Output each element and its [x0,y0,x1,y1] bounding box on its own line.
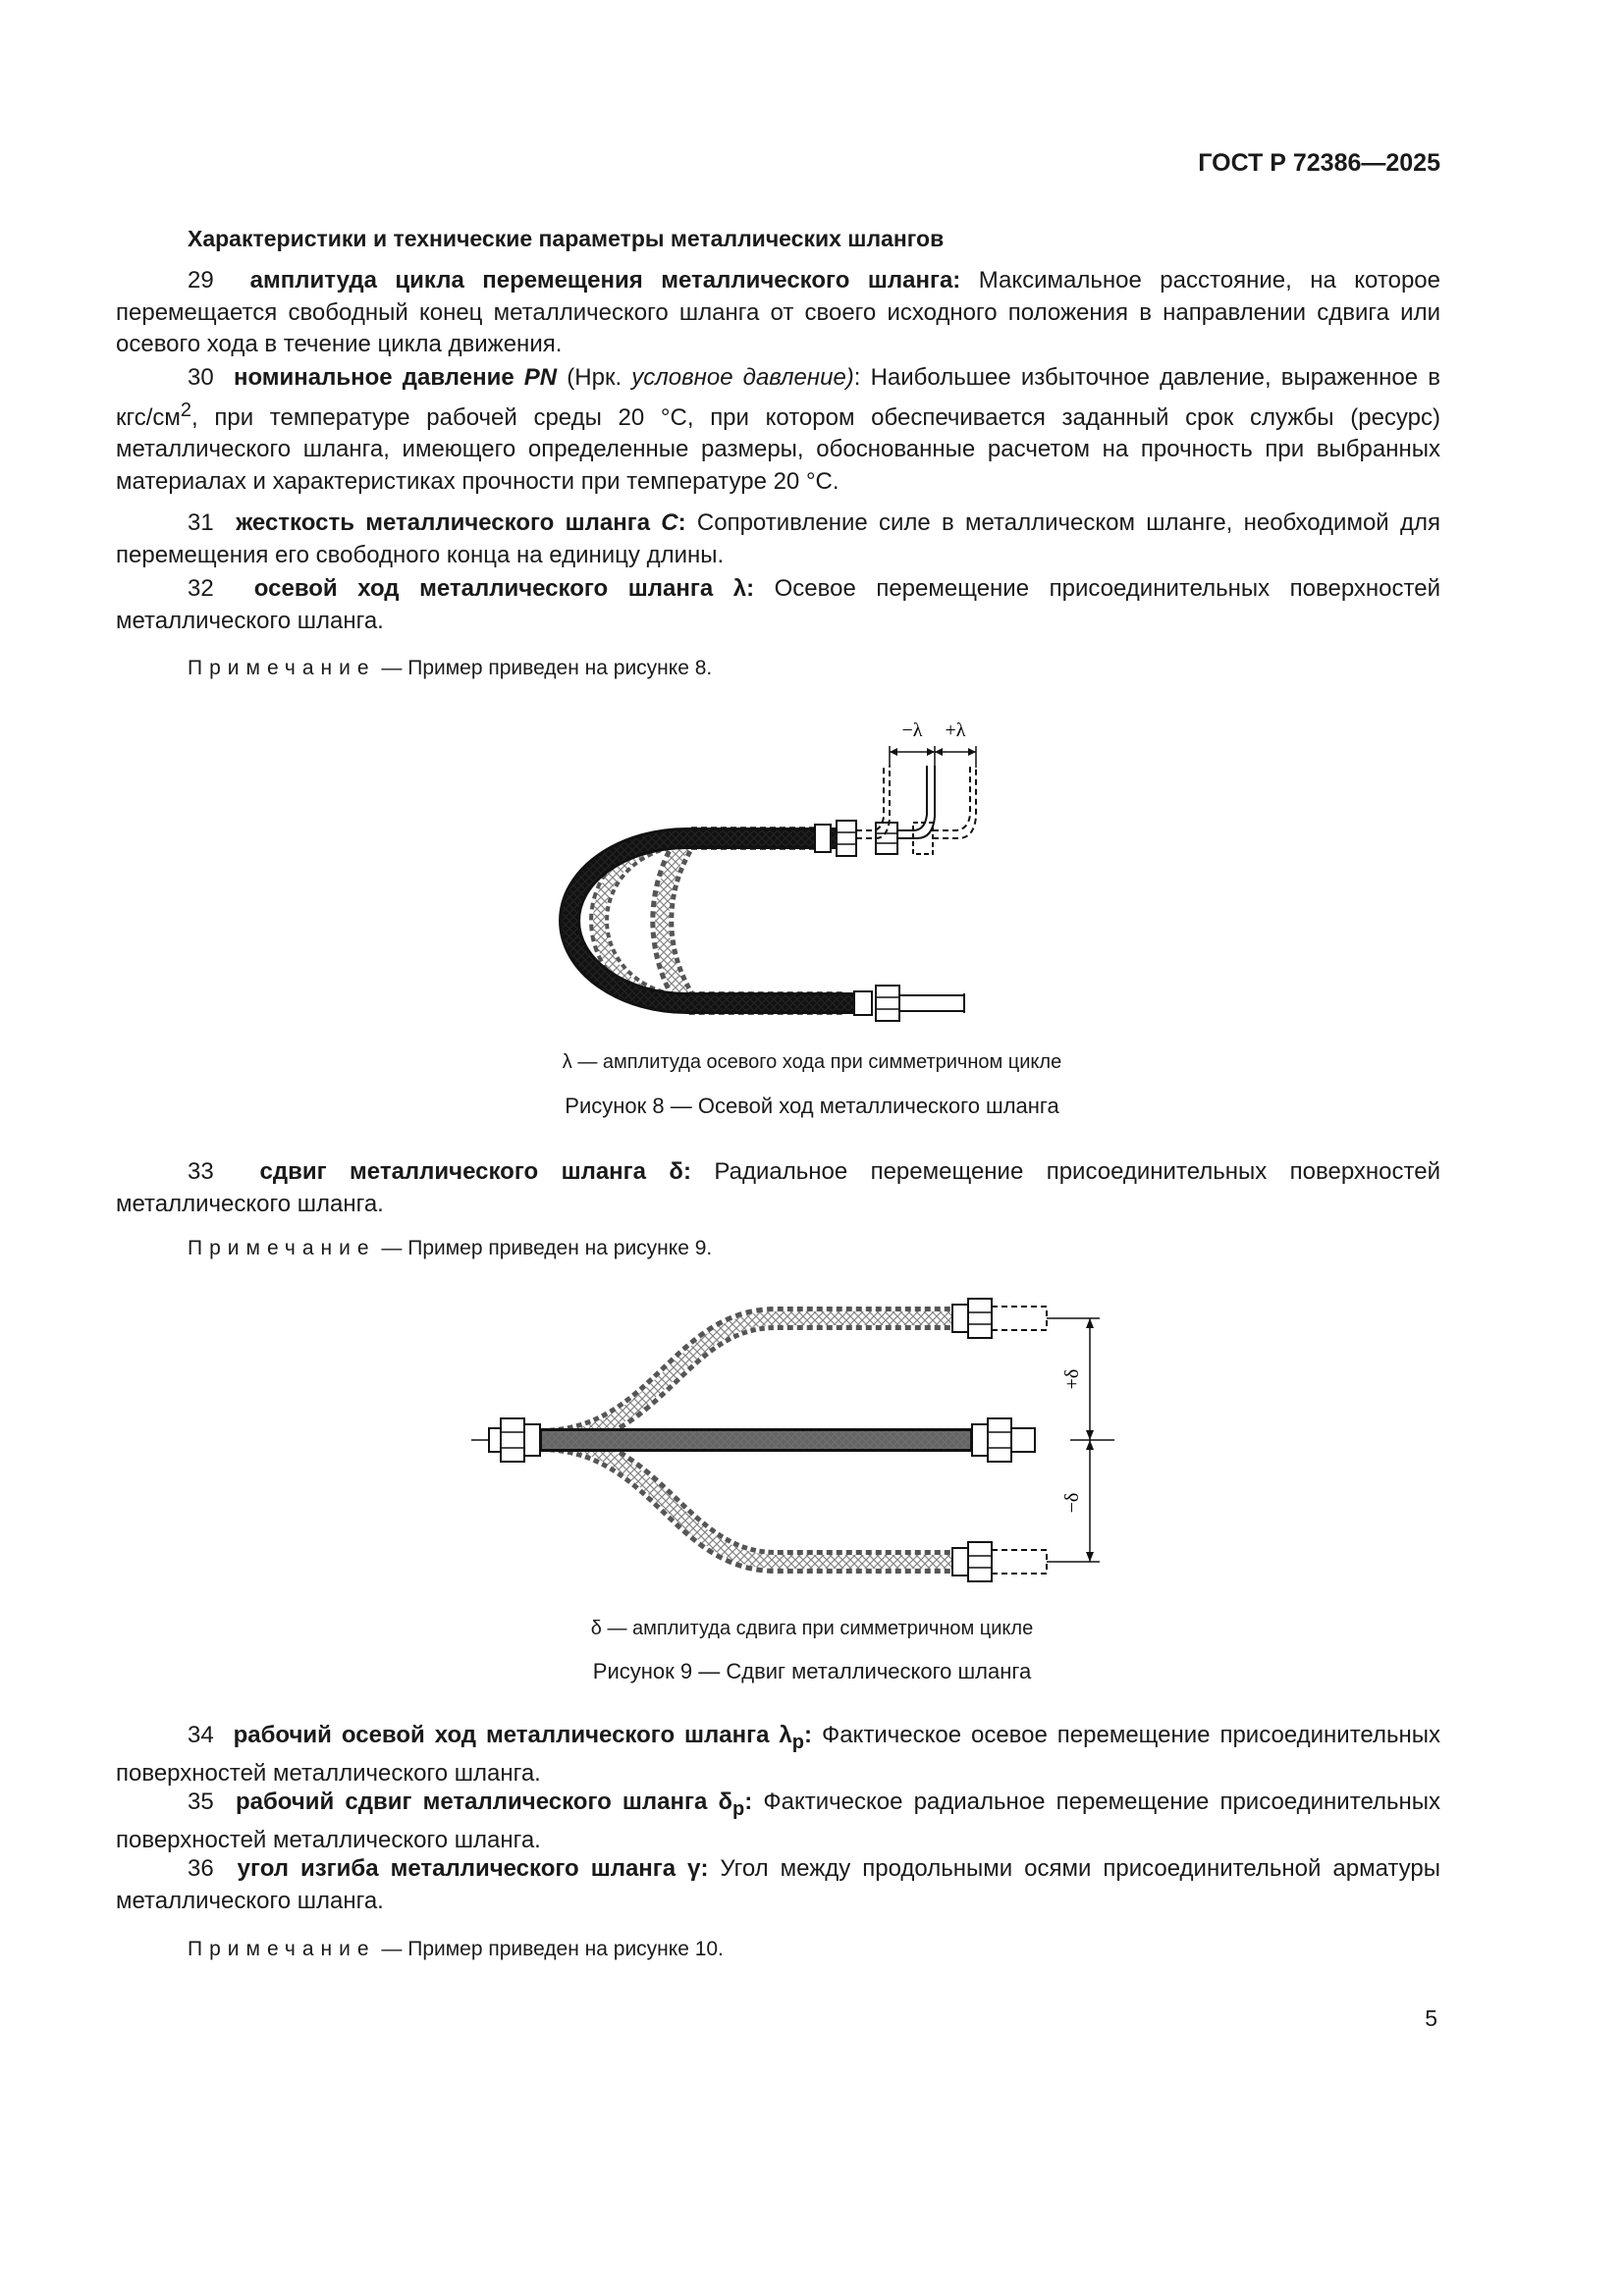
figure-8-title: Рисунок 8 — Осевой ход металлического шланга [565,1094,1059,1118]
section-title: Характеристики и технические параметры металлических шлангов [188,226,945,251]
term-number: 36 [188,1855,214,1882]
term-definition: Сопротивление силе в металлическом шланге, необходимой для перемещения его свободного конца на единицу длины. [116,509,1440,568]
term-31 [116,507,1440,571]
label-minus-lambda: −λ [901,720,923,741]
term-definition-b: , при температуре рабочей среды 20 °С, при котором обеспечивается заданный срок службы (ресурс) металлического шланга, имеющего определенные размеры, обоснованные расчетом на прочность при выбранных материалах и характеристиках прочности при температуре 20 °С. [116,403,1440,495]
term-number: 35 [188,1789,214,1815]
label-plus-lambda: +λ [945,720,966,741]
page-number: 5 [1425,2005,1437,2031]
figure-8-drawing [491,709,1041,1042]
term-definition: Фактическое радиальное перемещение присоединительных поверхностей металлического шланга. [116,1789,1441,1854]
figure-9-title: Рисунок 9 — Сдвиг металлического шланга [592,1659,1032,1683]
term-definition: Фактическое осевое перемещение присоединительных поверхностей металлического шланга. [116,1722,1440,1788]
note-prefix: Примечание [188,657,376,679]
term-number: 32 [188,575,214,602]
term-definition: Радиальное перемещение присоединительных поверхностей металлического шланга. [116,1158,1440,1217]
note-figure-9 [188,1237,712,1260]
note-prefix: Примечание [188,1237,376,1259]
label-minus-delta: −δ [1061,1492,1083,1514]
term-definition-a: : Наибольшее избыточное давление, выраженное в кгс/см [116,364,1440,431]
term-colon: : [677,509,686,536]
term-29 [116,265,1440,361]
term-definition: Осевое перемещение присоединительных поверхностей металлического шланга. [116,575,1441,634]
term-name: осевой ход металлического шланга λ: [253,575,755,602]
term-name: номинальное давление [233,364,524,391]
term-number: 29 [188,267,214,294]
term-33 [116,1156,1440,1220]
term-name: рабочий осевой ход металлического шланга λ [233,1722,792,1748]
term-name: амплитуда цикла перемещения металлического шланга: [249,267,961,294]
term-name: рабочий сдвиг металлического шланга δ [235,1789,733,1815]
term-36 [116,1853,1440,1917]
term-32 [116,573,1440,637]
term-alt-name: условное давление) [631,364,854,391]
document-id: ГОСТ Р 72386—2025 [1198,149,1440,177]
note-text: — Пример приведен на рисунке 8. [375,657,713,679]
note-text: — Пример приведен на рисунке 10. [375,1938,724,1960]
term-definition: Максимальное расстояние, на которое перемещается свободный конец металлического шланга от своего исходного положения в направлении сдвига или осевого хода в течение цикла движения. [116,267,1440,357]
figure-9-drawing [461,1281,1129,1605]
term-symbol: PN [523,364,558,391]
note-text: — Пример приведен на рисунке 9. [375,1237,713,1259]
note-figure-8 [188,657,712,680]
label-plus-delta: +δ [1061,1368,1083,1390]
figure-8-legend: λ — амплитуда осевого хода при симметричном цикле [562,1051,1062,1073]
term-subscript: p [791,1731,805,1753]
term-alt-open: (Нрк. [557,364,632,391]
note-figure-10 [188,1938,724,1961]
term-definition: Угол между продольными осями присоединительной арматуры металлического шланга. [116,1855,1440,1914]
term-subscript: p [732,1797,745,1820]
note-prefix: Примечание [188,1938,376,1960]
figure-9-legend: δ — амплитуда сдвига при симметричном цикле [590,1618,1034,1639]
term-name: жесткость металлического шланга [236,509,662,536]
term-colon: : [804,1722,813,1748]
term-superscript: 2 [180,399,192,421]
term-30 [116,362,1440,498]
term-name: сдвиг металлического шланга δ: [259,1158,691,1185]
term-number: 31 [188,509,214,536]
term-symbol: C [661,509,678,536]
term-35 [116,1787,1440,1857]
term-34 [116,1720,1440,1790]
term-number: 30 [188,364,214,391]
term-number: 33 [188,1158,214,1185]
term-colon: : [744,1789,753,1815]
term-number: 34 [188,1722,214,1748]
term-name: угол изгиба металлического шланга γ: [237,1855,709,1882]
